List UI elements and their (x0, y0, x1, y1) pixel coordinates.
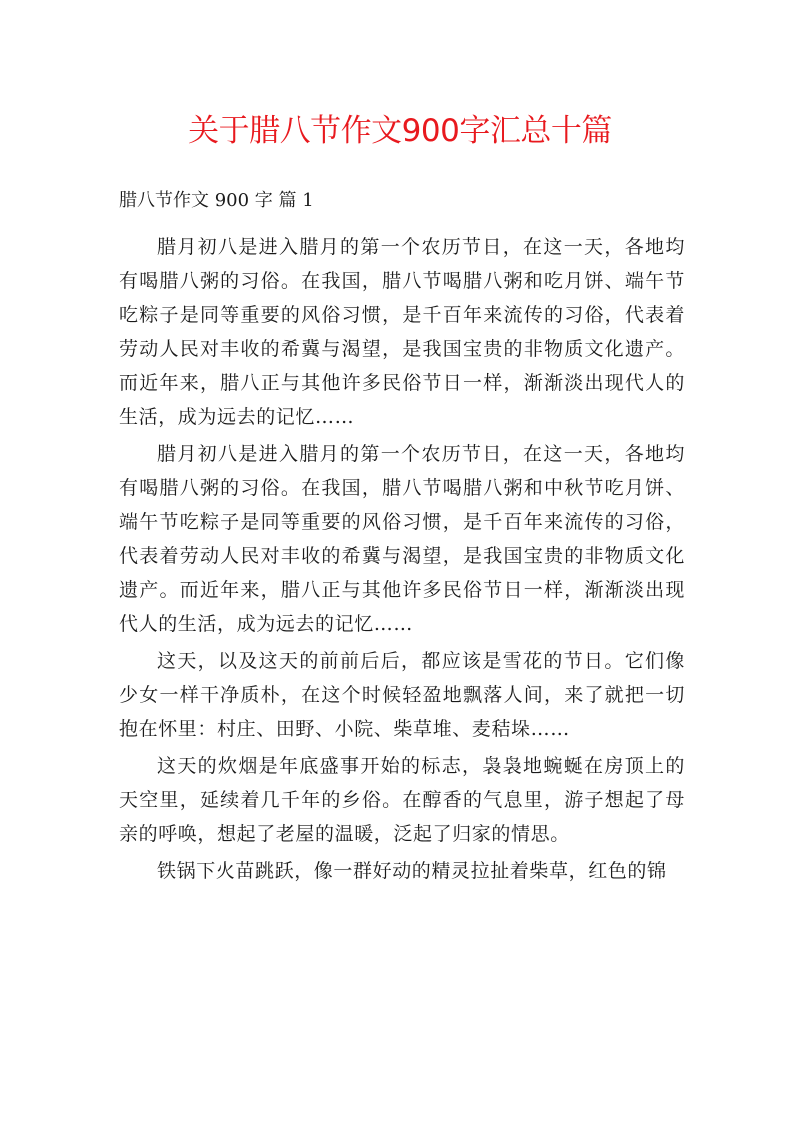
paragraph: 腊月初八是进入腊月的第一个农历节日，在这一天，各地均有喝腊八粥的习俗。在我国，腊八节喝腊八粥和中秋节吃月饼、端午节吃粽子是同等重要的风俗习惯，是千百年来流传的习俗，代表着劳动人民对丰收的希冀与渴望，是我国宝贵的非物质文化遗产。而近年来，腊八正与其他许多民俗节日一样，渐渐淡出现代人的生活，成为远去的记忆…… (119, 443, 685, 635)
body-text (119, 230, 685, 891)
section-heading: 腊八节作文 900 字 篇 1 (119, 190, 314, 211)
paragraph: 铁锅下火苗跳跃，像一群好动的精灵拉扯着柴草，红色的锦 (157, 860, 667, 882)
paragraph: 这天的炊烟是年底盛事开始的标志，袅袅地蜿蜒在房顶上的天空里，延续着几千年的乡俗。在醇香的气息里，游子想起了母亲的呼唤，想起了老屋的温暖，泛起了归家的情思。 (119, 755, 685, 845)
document-title: 关于腊八节作文900字汇总十篇 (188, 113, 612, 149)
paragraph: 腊月初八是进入腊月的第一个农历节日，在这一天，各地均有喝腊八粥的习俗。在我国，腊八节喝腊八粥和吃月饼、端午节吃粽子是同等重要的风俗习惯，是千百年来流传的习俗，代表着劳动人民对丰收的希冀与渴望，是我国宝贵的非物质文化遗产。而近年来，腊八正与其他许多民俗节日一样，渐渐淡出现代人的生活，成为远去的记忆…… (119, 236, 685, 428)
paragraph: 这天，以及这天的前前后后，都应该是雪花的节日。它们像少女一样干净质朴，在这个时候轻盈地飘落人间，来了就把一切抱在怀里：村庄、田野、小院、柴草堆、麦秸垛…… (119, 650, 685, 740)
